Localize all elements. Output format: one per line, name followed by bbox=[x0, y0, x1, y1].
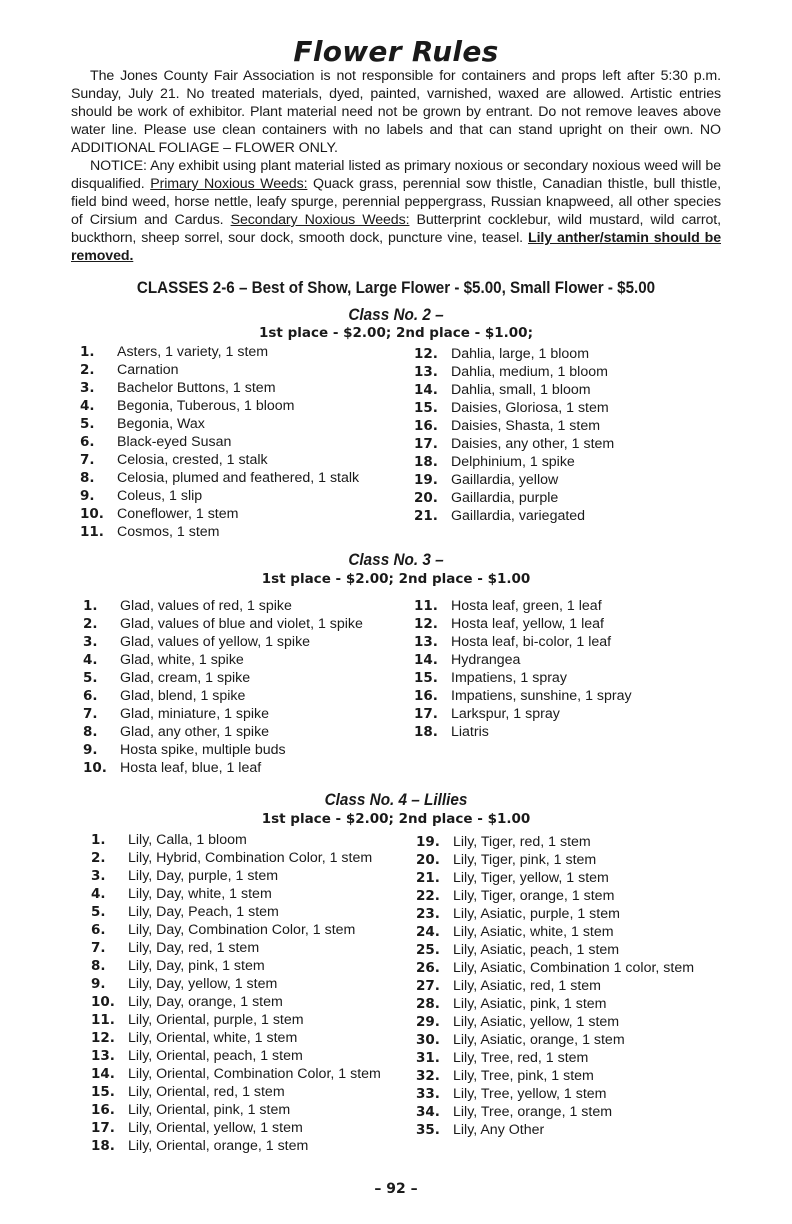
list-item bbox=[414, 687, 632, 705]
item-label: Lily, Any Other bbox=[453, 1122, 545, 1138]
item-number: 11. bbox=[80, 524, 104, 540]
notice-text: NOTICE: Any exhibit using plant material listed as primary noxious or secondary noxious weed will be disqualified. bbox=[71, 158, 721, 192]
item-label: Lily, Tiger, orange, 1 stem bbox=[453, 888, 615, 904]
class-4-left-list bbox=[91, 831, 381, 1155]
intro-paragraph-notice bbox=[71, 157, 721, 265]
item-number: 14. bbox=[414, 652, 438, 668]
item-number: 20. bbox=[416, 852, 440, 868]
item-label: Cosmos, 1 stem bbox=[117, 524, 220, 540]
item-label: Lily, Tree, pink, 1 stem bbox=[453, 1068, 594, 1084]
item-label: Lily, Day, yellow, 1 stem bbox=[128, 976, 278, 992]
list-item bbox=[416, 1031, 694, 1049]
list-item bbox=[91, 993, 381, 1011]
list-item bbox=[91, 831, 381, 849]
list-item bbox=[91, 957, 381, 975]
item-number: 33. bbox=[416, 1086, 440, 1102]
item-number: 10. bbox=[91, 994, 115, 1010]
item-number: 17. bbox=[414, 436, 438, 452]
item-label: Lily, Oriental, red, 1 stem bbox=[128, 1084, 285, 1100]
item-label: Coneflower, 1 stem bbox=[117, 506, 239, 522]
item-label: Celosia, crested, 1 stalk bbox=[117, 452, 268, 468]
item-label: Coleus, 1 slip bbox=[117, 488, 203, 504]
classes-header: CLASSES 2-6 – Best of Show, Large Flower - $5.00, Small Flower - $5.00 bbox=[136, 279, 656, 297]
item-number: 11. bbox=[414, 598, 438, 614]
item-label: Impatiens, sunshine, 1 spray bbox=[451, 688, 632, 704]
list-item bbox=[83, 633, 363, 651]
item-label: Hosta spike, multiple buds bbox=[120, 742, 286, 758]
list-item bbox=[414, 381, 614, 399]
list-item bbox=[414, 363, 614, 381]
list-item bbox=[91, 1011, 381, 1029]
class-2-left-list bbox=[80, 343, 359, 541]
item-label: Daisies, any other, 1 stem bbox=[451, 436, 615, 452]
item-label: Dahlia, small, 1 bloom bbox=[451, 382, 591, 398]
item-number: 8. bbox=[83, 724, 98, 740]
list-item bbox=[91, 1065, 381, 1083]
item-label: Glad, white, 1 spike bbox=[120, 652, 244, 668]
item-label: Lily, Oriental, yellow, 1 stem bbox=[128, 1120, 303, 1136]
item-number: 19. bbox=[416, 834, 440, 850]
item-number: 16. bbox=[414, 688, 438, 704]
item-number: 4. bbox=[80, 398, 95, 414]
list-item bbox=[80, 379, 359, 397]
item-label: Lily, Tiger, pink, 1 stem bbox=[453, 852, 597, 868]
item-number: 8. bbox=[80, 470, 95, 486]
item-number: 30. bbox=[416, 1032, 440, 1048]
item-label: Lily, Oriental, pink, 1 stem bbox=[128, 1102, 291, 1118]
item-number: 2. bbox=[83, 616, 98, 632]
list-item bbox=[80, 415, 359, 433]
list-item bbox=[414, 507, 614, 525]
item-label: Lily, Asiatic, red, 1 stem bbox=[453, 978, 601, 994]
item-number: 12. bbox=[414, 346, 438, 362]
item-number: 1. bbox=[83, 598, 98, 614]
list-item bbox=[83, 615, 363, 633]
list-item bbox=[80, 523, 359, 541]
item-number: 17. bbox=[91, 1120, 115, 1136]
list-item bbox=[91, 1083, 381, 1101]
item-number: 4. bbox=[83, 652, 98, 668]
list-item bbox=[80, 397, 359, 415]
item-label: Begonia, Tuberous, 1 bloom bbox=[117, 398, 295, 414]
item-label: Lily, Tiger, red, 1 stem bbox=[453, 834, 591, 850]
list-item bbox=[414, 705, 632, 723]
class-2-title: Class No. 2 – bbox=[348, 305, 444, 324]
item-label: Lily, Day, pink, 1 stem bbox=[128, 958, 265, 974]
list-item bbox=[91, 867, 381, 885]
primary-weeds-list: Quack grass, perennial sow thistle, Canadian thistle, bull thistle, field bind weed, horse nettle, leafy spurge, perennial peppergrass, Russian knapweed, all other species of Cirsium and Cardus. bbox=[71, 176, 722, 228]
list-item bbox=[414, 345, 614, 363]
item-label: Lily, Day, Peach, 1 stem bbox=[128, 904, 279, 920]
item-number: 22. bbox=[416, 888, 440, 904]
item-label: Lily, Tiger, yellow, 1 stem bbox=[453, 870, 609, 886]
item-number: 27. bbox=[416, 978, 440, 994]
item-number: 18. bbox=[414, 724, 438, 740]
item-number: 24. bbox=[416, 924, 440, 940]
list-item bbox=[83, 597, 363, 615]
item-number: 28. bbox=[416, 996, 440, 1012]
class-3-left-list bbox=[83, 597, 363, 777]
item-label: Lily, Oriental, white, 1 stem bbox=[128, 1030, 298, 1046]
item-label: Glad, miniature, 1 spike bbox=[120, 706, 270, 722]
item-label: Glad, values of blue and violet, 1 spike bbox=[120, 616, 363, 632]
item-number: 13. bbox=[414, 364, 438, 380]
intro-section bbox=[71, 67, 721, 265]
list-item bbox=[416, 833, 694, 851]
item-number: 5. bbox=[80, 416, 95, 432]
list-item bbox=[416, 1121, 694, 1139]
item-number: 18. bbox=[414, 454, 438, 470]
item-number: 7. bbox=[91, 940, 106, 956]
item-label: Bachelor Buttons, 1 stem bbox=[117, 380, 276, 396]
item-label: Lily, Oriental, purple, 1 stem bbox=[128, 1012, 304, 1028]
secondary-weeds-label: Secondary Noxious Weeds: bbox=[230, 212, 410, 228]
page-number: – 92 – bbox=[374, 1181, 418, 1197]
secondary-weeds-list: Butterprint cocklebur, wild mustard, wild carrot, buckthorn, sheep sorrel, sour dock, smooth dock, puncture vine, teasel. bbox=[71, 212, 721, 246]
item-label: Lily, Day, purple, 1 stem bbox=[128, 868, 279, 884]
item-number: 26. bbox=[416, 960, 440, 976]
item-number: 6. bbox=[83, 688, 98, 704]
item-number: 13. bbox=[414, 634, 438, 650]
list-item bbox=[416, 941, 694, 959]
list-item bbox=[414, 723, 632, 741]
page-title: Flower Rules bbox=[293, 35, 499, 68]
list-item bbox=[91, 1137, 381, 1155]
item-label: Begonia, Wax bbox=[117, 416, 205, 432]
class-4-prize: 1st place - $2.00; 2nd place - $1.00 bbox=[261, 811, 531, 827]
item-number: 12. bbox=[91, 1030, 115, 1046]
item-number: 1. bbox=[91, 832, 106, 848]
list-item bbox=[414, 669, 632, 687]
item-number: 2. bbox=[91, 850, 106, 866]
item-label: Lily, Tree, red, 1 stem bbox=[453, 1050, 589, 1066]
list-item bbox=[80, 469, 359, 487]
item-number: 15. bbox=[414, 400, 438, 416]
class-3-right-list bbox=[414, 597, 632, 741]
item-number: 31. bbox=[416, 1050, 440, 1066]
list-item bbox=[91, 1029, 381, 1047]
item-label: Hosta leaf, green, 1 leaf bbox=[451, 598, 602, 614]
item-number: 21. bbox=[416, 870, 440, 886]
item-number: 3. bbox=[91, 868, 106, 884]
list-item bbox=[416, 1013, 694, 1031]
item-number: 34. bbox=[416, 1104, 440, 1120]
list-item bbox=[414, 489, 614, 507]
item-number: 4. bbox=[91, 886, 106, 902]
item-label: Lily, Oriental, peach, 1 stem bbox=[128, 1048, 303, 1064]
list-item bbox=[414, 633, 632, 651]
item-number: 5. bbox=[83, 670, 98, 686]
list-item bbox=[91, 885, 381, 903]
item-label: Hosta leaf, blue, 1 leaf bbox=[120, 760, 262, 776]
item-number: 8. bbox=[91, 958, 106, 974]
list-item bbox=[416, 923, 694, 941]
item-label: Gaillardia, yellow bbox=[451, 472, 559, 488]
item-label: Lily, Asiatic, peach, 1 stem bbox=[453, 942, 620, 958]
item-label: Lily, Tree, yellow, 1 stem bbox=[453, 1086, 607, 1102]
item-label: Larkspur, 1 spray bbox=[451, 706, 560, 722]
item-number: 12. bbox=[414, 616, 438, 632]
item-number: 14. bbox=[91, 1066, 115, 1082]
list-item bbox=[416, 905, 694, 923]
item-number: 15. bbox=[91, 1084, 115, 1100]
item-number: 6. bbox=[80, 434, 95, 450]
list-item bbox=[91, 939, 381, 957]
item-number: 11. bbox=[91, 1012, 115, 1028]
item-label: Delphinium, 1 spike bbox=[451, 454, 575, 470]
item-label: Hydrangea bbox=[451, 652, 521, 668]
item-label: Lily, Day, Combination Color, 1 stem bbox=[128, 922, 356, 938]
list-item bbox=[91, 1101, 381, 1119]
list-item bbox=[91, 903, 381, 921]
item-number: 16. bbox=[414, 418, 438, 434]
list-item bbox=[416, 959, 694, 977]
item-label: Lily, Asiatic, orange, 1 stem bbox=[453, 1032, 625, 1048]
class-2-prize: 1st place - $2.00; 2nd place - $1.00; bbox=[259, 325, 533, 341]
list-item bbox=[83, 651, 363, 669]
list-item bbox=[414, 453, 614, 471]
item-number: 18. bbox=[91, 1138, 115, 1154]
item-number: 20. bbox=[414, 490, 438, 506]
item-number: 2. bbox=[80, 362, 95, 378]
list-item bbox=[80, 433, 359, 451]
item-number: 6. bbox=[91, 922, 106, 938]
list-item bbox=[83, 705, 363, 723]
list-item bbox=[91, 1119, 381, 1137]
list-item bbox=[414, 597, 632, 615]
class-4-title: Class No. 4 – Lillies bbox=[324, 790, 468, 809]
item-label: Lily, Oriental, Combination Color, 1 stem bbox=[128, 1066, 381, 1082]
item-label: Lily, Asiatic, white, 1 stem bbox=[453, 924, 614, 940]
list-item bbox=[416, 1085, 694, 1103]
list-item bbox=[83, 669, 363, 687]
item-label: Lily, Oriental, orange, 1 stem bbox=[128, 1138, 309, 1154]
list-item bbox=[416, 995, 694, 1013]
item-label: Daisies, Gloriosa, 1 stem bbox=[451, 400, 609, 416]
item-label: Celosia, plumed and feathered, 1 stalk bbox=[117, 470, 360, 486]
list-item bbox=[83, 741, 363, 759]
item-label: Glad, values of yellow, 1 spike bbox=[120, 634, 311, 650]
item-label: Lily, Day, white, 1 stem bbox=[128, 886, 272, 902]
class-3-prize: 1st place - $2.00; 2nd place - $1.00 bbox=[261, 571, 531, 587]
list-item bbox=[414, 399, 614, 417]
item-label: Lily, Asiatic, yellow, 1 stem bbox=[453, 1014, 620, 1030]
item-number: 3. bbox=[83, 634, 98, 650]
list-item bbox=[414, 471, 614, 489]
item-label: Black-eyed Susan bbox=[117, 434, 232, 450]
item-number: 25. bbox=[416, 942, 440, 958]
item-label: Lily, Day, orange, 1 stem bbox=[128, 994, 283, 1010]
item-label: Hosta leaf, bi-color, 1 leaf bbox=[451, 634, 612, 650]
item-number: 32. bbox=[416, 1068, 440, 1084]
item-number: 10. bbox=[83, 760, 107, 776]
list-item bbox=[414, 615, 632, 633]
item-label: Glad, any other, 1 spike bbox=[120, 724, 270, 740]
item-label: Impatiens, 1 spray bbox=[451, 670, 567, 686]
item-number: 35. bbox=[416, 1122, 440, 1138]
item-number: 10. bbox=[80, 506, 104, 522]
item-label: Glad, values of red, 1 spike bbox=[120, 598, 292, 614]
item-number: 9. bbox=[91, 976, 106, 992]
list-item bbox=[416, 1103, 694, 1121]
list-item bbox=[83, 759, 363, 777]
item-number: 14. bbox=[414, 382, 438, 398]
class-4-right-list bbox=[416, 833, 694, 1139]
item-label: Lily, Day, red, 1 stem bbox=[128, 940, 260, 956]
list-item bbox=[414, 417, 614, 435]
class-2-right-list bbox=[414, 345, 614, 525]
item-label: Lily, Calla, 1 bloom bbox=[128, 832, 247, 848]
item-number: 23. bbox=[416, 906, 440, 922]
list-item bbox=[80, 343, 359, 361]
item-number: 21. bbox=[414, 508, 438, 524]
list-item bbox=[416, 1067, 694, 1085]
list-item bbox=[83, 687, 363, 705]
item-number: 7. bbox=[80, 452, 95, 468]
list-item bbox=[91, 921, 381, 939]
list-item bbox=[91, 849, 381, 867]
item-number: 9. bbox=[80, 488, 95, 504]
list-item bbox=[416, 1049, 694, 1067]
list-item bbox=[414, 651, 632, 669]
item-number: 7. bbox=[83, 706, 98, 722]
item-number: 5. bbox=[91, 904, 106, 920]
item-number: 3. bbox=[80, 380, 95, 396]
list-item bbox=[416, 977, 694, 995]
item-number: 19. bbox=[414, 472, 438, 488]
item-number: 9. bbox=[83, 742, 98, 758]
item-number: 16. bbox=[91, 1102, 115, 1118]
item-label: Carnation bbox=[117, 362, 179, 378]
item-label: Lily, Tree, orange, 1 stem bbox=[453, 1104, 613, 1120]
item-label: Lily, Asiatic, purple, 1 stem bbox=[453, 906, 620, 922]
item-label: Glad, blend, 1 spike bbox=[120, 688, 246, 704]
item-label: Dahlia, medium, 1 bloom bbox=[451, 364, 608, 380]
list-item bbox=[80, 451, 359, 469]
item-label: Asters, 1 variety, 1 stem bbox=[117, 344, 269, 360]
list-item bbox=[91, 975, 381, 993]
item-label: Daisies, Shasta, 1 stem bbox=[451, 418, 601, 434]
item-label: Lily, Hybrid, Combination Color, 1 stem bbox=[128, 850, 373, 866]
item-label: Lily, Asiatic, Combination 1 color, stem bbox=[453, 960, 695, 976]
list-item bbox=[80, 505, 359, 523]
list-item bbox=[83, 723, 363, 741]
list-item bbox=[416, 869, 694, 887]
primary-weeds-label: Primary Noxious Weeds: bbox=[150, 176, 308, 192]
list-item bbox=[91, 1047, 381, 1065]
class-3-title: Class No. 3 – bbox=[348, 550, 444, 569]
item-number: 15. bbox=[414, 670, 438, 686]
item-label: Liatris bbox=[451, 724, 489, 740]
item-number: 29. bbox=[416, 1014, 440, 1030]
item-label: Hosta leaf, yellow, 1 leaf bbox=[451, 616, 604, 632]
list-item bbox=[80, 361, 359, 379]
list-item bbox=[416, 887, 694, 905]
item-label: Gaillardia, variegated bbox=[451, 508, 586, 524]
list-item bbox=[80, 487, 359, 505]
item-number: 1. bbox=[80, 344, 95, 360]
item-label: Dahlia, large, 1 bloom bbox=[451, 346, 590, 362]
lily-note: Lily anther/stamin should be removed. bbox=[71, 230, 722, 264]
list-item bbox=[414, 435, 614, 453]
item-number: 17. bbox=[414, 706, 438, 722]
list-item bbox=[416, 851, 694, 869]
item-label: Glad, cream, 1 spike bbox=[120, 670, 251, 686]
item-label: Lily, Asiatic, pink, 1 stem bbox=[453, 996, 607, 1012]
intro-paragraph-rules: The Jones County Fair Association is not responsible for containers and props left after 5:30 p.m. Sunday, July 21. No treated materials, dyed, painted, varnished, waxed are allowed. Artistic entries should be work of exhibitor. Plant material need not be grown by entrant. Do not remove leaves above water line. Please use clean containers with no labels and that can stand upright on their own. NO ADDITIONAL FOLIAGE – FLOWER ONLY. bbox=[71, 68, 721, 156]
item-number: 13. bbox=[91, 1048, 115, 1064]
item-label: Gaillardia, purple bbox=[451, 490, 559, 506]
